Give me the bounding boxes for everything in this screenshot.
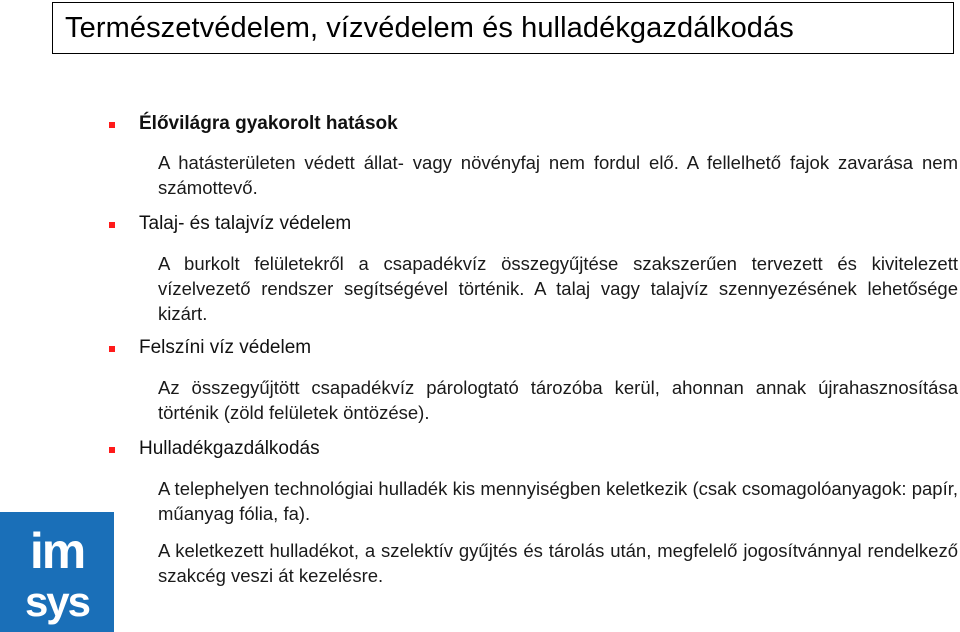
logo-text-sys: sys: [24, 578, 90, 625]
section-heading-felszini: Felszíni víz védelem: [139, 337, 312, 358]
section-paragraph: A telephelyen technológiai hulladék kis mennyiségben keletkezik (csak csomagolóanyagok: papír, műanyag fólia, fa).: [158, 478, 958, 524]
imsys-logo: [0, 512, 114, 632]
logo-text-im: im: [29, 523, 85, 579]
section-heading-talaj: Talaj- és talajvíz védelem: [139, 213, 352, 234]
bullet-marker: [109, 447, 115, 453]
bullet-marker: [109, 122, 115, 128]
section-heading-hulladek: Hulladékgazdálkodás: [139, 438, 320, 459]
page-title: Természetvédelem, vízvédelem és hulladékgazdálkodás: [65, 11, 794, 44]
section-heading-elovilag: Élővilágra gyakorolt hatások: [139, 113, 398, 134]
section-paragraph: A keletkezett hulladékot, a szelektív gyűjtés és tárolás után, megfelelő jogosítvánnyal rendelkező szakcég veszi át kezelésre.: [158, 540, 958, 586]
section-paragraph: A burkolt felületekről a csapadékvíz összegyűjtése szakszerűen tervezett és kivitelezett vízelvezető rendszer segítségével történik. A talaj vagy talajvíz szennyezésének lehetősége kizárt.: [158, 253, 958, 324]
bullet-marker: [109, 346, 115, 352]
section-paragraph: A hatásterületen védett állat- vagy növényfaj nem fordul elő. A fellelhető fajok zavarása nem számottevő.: [158, 152, 958, 198]
title-box: [52, 2, 954, 54]
section-paragraph: Az összegyűjtött csapadékvíz párologtató tározóba kerül, ahonnan annak újrahasznosítása történik (zöld felületek öntözése).: [158, 377, 958, 423]
logo-mark: [0, 512, 114, 632]
bullet-marker: [109, 222, 115, 228]
